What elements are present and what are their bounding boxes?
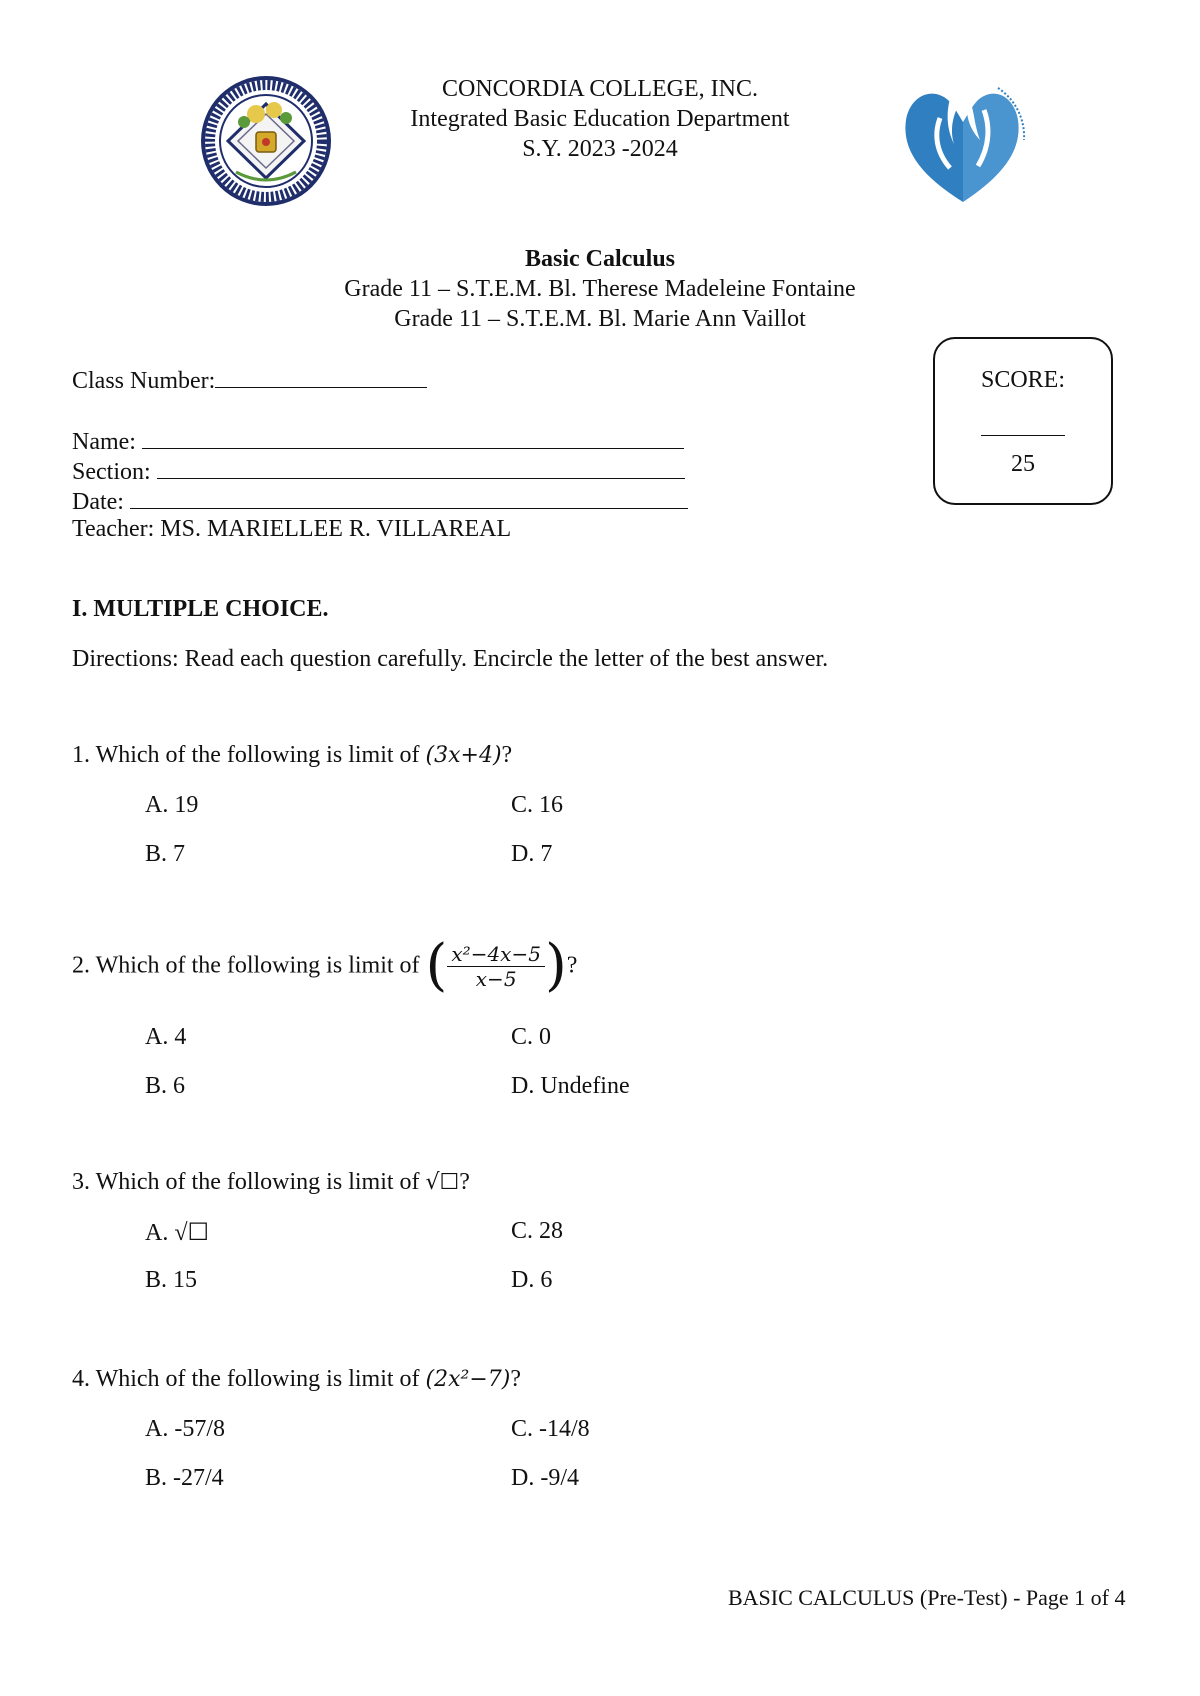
question-2-numerator: x²−4x−5 — [447, 942, 545, 967]
question-2-choice-a[interactable]: A. 4 — [145, 1024, 187, 1050]
question-2-choice-c[interactable]: C. 0 — [511, 1024, 552, 1050]
question-1-choice-b[interactable]: B. 7 — [145, 841, 186, 867]
section-field — [72, 456, 685, 486]
page-footer: BASIC CALCULUS (Pre-Test) - Page 1 of 4 — [728, 1585, 1126, 1610]
question-3-choice-c[interactable]: C. 28 — [511, 1218, 564, 1244]
left-paren: ( — [425, 933, 448, 998]
question-2-denominator: x−5 — [475, 966, 517, 991]
date-blank[interactable] — [130, 486, 688, 509]
course-title: Basic Calculus — [524, 246, 676, 272]
question-1-choice-c[interactable]: C. 16 — [511, 792, 564, 818]
question-4 — [72, 1366, 521, 1393]
question-2-choice-d[interactable]: D. Undefine — [511, 1073, 630, 1099]
class-number-field — [72, 365, 427, 395]
question-3-choice-b[interactable]: B. 15 — [145, 1267, 198, 1293]
date-field — [72, 486, 688, 516]
department-name: Integrated Basic Education Department — [410, 106, 790, 132]
score-blank[interactable] — [981, 435, 1065, 436]
question-1-choice-d[interactable]: D. 7 — [511, 841, 553, 867]
class-number-blank[interactable] — [215, 365, 427, 388]
score-box — [933, 337, 1113, 505]
question-2-fraction — [447, 942, 545, 991]
question-1-stem: 1. Which of the following is limit of — [72, 742, 420, 768]
score-total: 25 — [1011, 451, 1035, 477]
question-3 — [72, 1169, 470, 1196]
name-field — [72, 426, 684, 456]
school-header — [0, 74, 1200, 164]
part-title: I. MULTIPLE CHOICE. — [72, 596, 329, 622]
question-4-choice-c[interactable]: C. -14/8 — [511, 1416, 590, 1442]
right-paren: ) — [544, 933, 567, 998]
question-3-tail: ? — [459, 1169, 470, 1195]
question-1 — [72, 742, 512, 769]
question-4-expression: (2x²−7) — [425, 1367, 511, 1392]
question-1-choice-a[interactable]: A. 19 — [145, 792, 199, 818]
school-name: CONCORDIA COLLEGE, INC. — [442, 76, 758, 102]
question-2 — [72, 933, 578, 998]
question-2-stem: 2. Which of the following is limit of — [72, 952, 420, 979]
course-section-2: Grade 11 – S.T.E.M. Bl. Marie Ann Vaillot — [394, 306, 806, 332]
class-number-label: Class Number: — [72, 368, 216, 394]
question-3-choice-a[interactable]: A. √☐ — [145, 1220, 210, 1246]
section-blank[interactable] — [157, 456, 685, 479]
question-3-expression: √☐ — [425, 1170, 460, 1195]
question-1-tail: ? — [501, 742, 513, 768]
name-label: Name: — [72, 429, 136, 455]
question-4-tail: ? — [510, 1366, 522, 1392]
score-label: SCORE: — [980, 367, 1066, 393]
question-1-expression: (3x+4) — [425, 743, 502, 768]
directions: Directions: Read each question carefully. Encircle the letter of the best answer. — [72, 646, 829, 672]
school-year: S.Y. 2023 -2024 — [522, 136, 678, 162]
date-label: Date: — [72, 489, 124, 515]
question-2-choice-b[interactable]: B. 6 — [145, 1073, 186, 1099]
course-header — [0, 244, 1200, 334]
name-blank[interactable] — [142, 426, 684, 449]
question-3-stem: 3. Which of the following is limit of — [72, 1169, 420, 1195]
question-4-choice-a[interactable]: A. -57/8 — [145, 1416, 225, 1442]
question-4-choice-b[interactable]: B. -27/4 — [145, 1465, 224, 1491]
teacher-field: Teacher: MS. MARIELLEE R. VILLAREAL — [72, 516, 512, 542]
question-4-stem: 4. Which of the following is limit of — [72, 1366, 420, 1392]
question-4-choice-d[interactable]: D. -9/4 — [511, 1465, 579, 1491]
question-2-tail: ? — [566, 952, 578, 979]
question-3-choice-d[interactable]: D. 6 — [511, 1267, 553, 1293]
course-section-1: Grade 11 – S.T.E.M. Bl. Therese Madeleine Fontaine — [344, 276, 856, 302]
section-label: Section: — [72, 459, 151, 485]
